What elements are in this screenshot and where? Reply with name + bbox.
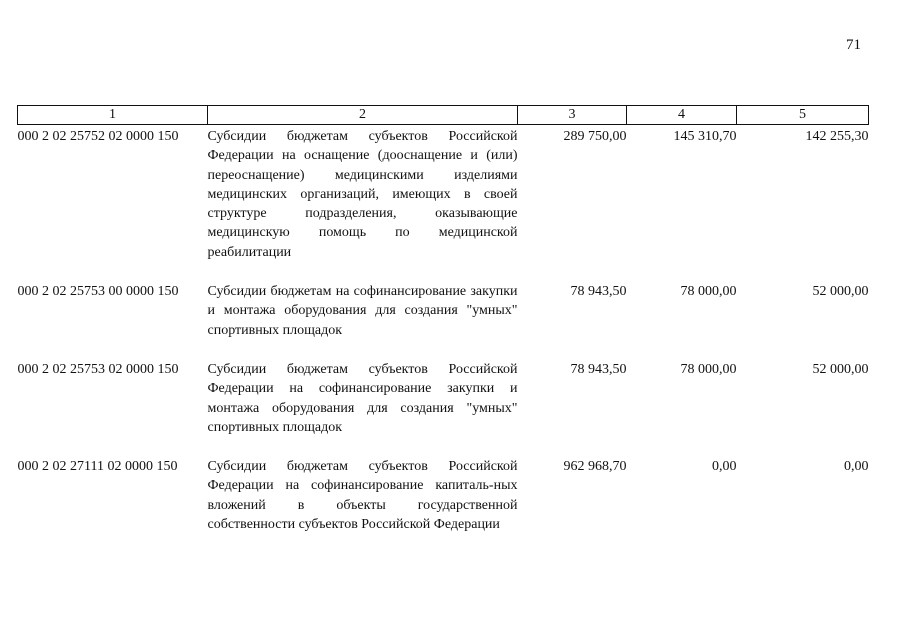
amount-col3: 962 968,70: [563, 459, 627, 475]
amount-col4: 0,00: [712, 459, 737, 475]
amount-col5: 142 255,30: [805, 129, 869, 144]
column-number-3: 3: [518, 106, 627, 125]
amount-col4: 78 000,00: [680, 284, 737, 300]
amount-col4: 145 310,70: [673, 129, 737, 144]
budget-table: [17, 105, 869, 534]
amount-col5: 52 000,00: [812, 361, 869, 377]
amount-col5: 0,00: [844, 459, 869, 475]
table-row: [18, 125, 869, 263]
amount-col3: 78 943,50: [570, 361, 627, 377]
column-number-2: 2: [208, 106, 518, 125]
budget-code: 000 2 02 25753 00 0000 150: [17, 284, 179, 300]
column-number-5: 5: [737, 106, 869, 125]
budget-code: 000 2 02 25752 02 0000 150: [17, 129, 179, 144]
row-description: Субсидии бюджетам на софинансирование закупки и монтажа оборудования для создания "умных" спортивных площадок: [207, 284, 518, 338]
amount-col3: 78 943,50: [570, 284, 627, 300]
column-number-4: 4: [627, 106, 737, 125]
budget-code: 000 2 02 25753 02 0000 150: [17, 361, 179, 377]
table-row: [18, 340, 869, 437]
page-number: 71: [846, 37, 861, 53]
amount-col4: 78 000,00: [680, 361, 737, 377]
amount-col5: 52 000,00: [812, 284, 869, 300]
row-description: Субсидии бюджетам субъектов Российской Федерации на софинансирование закупки и монтажа оборудования для создания "умных" спортивных площадок: [207, 361, 518, 435]
amount-col3: 289 750,00: [563, 129, 627, 144]
table-row: [18, 437, 869, 534]
column-number-row: [18, 106, 869, 125]
column-number-1: 1: [18, 106, 208, 125]
row-description: Субсидии бюджетам субъектов Российской Федерации на софинансирование капиталь-ных вложений в объекты государственной собственности субъектов Российской Федерации: [207, 459, 518, 533]
table-row: [18, 262, 869, 340]
row-description: Субсидии бюджетам субъектов Российской Федерации на оснащение (дооснащение и (или) переоснащение) медицинскими изделиями медицинских организаций, имеющих в своей структуре подразделения, оказывающие медицинскую помощь по медицинской реабилитации: [207, 129, 518, 260]
budget-code: 000 2 02 27111 02 0000 150: [17, 459, 178, 475]
